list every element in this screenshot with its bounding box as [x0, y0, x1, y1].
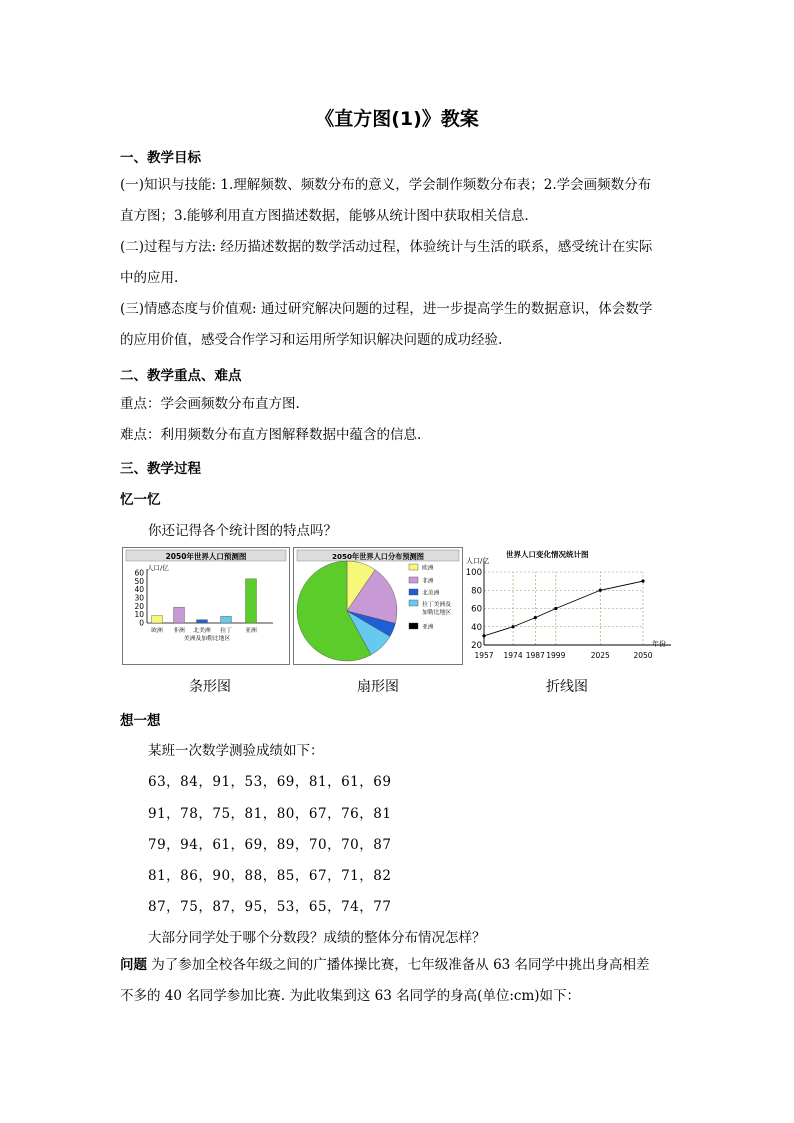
bar-x-tick-label-extra: 美洲及加勒比地区 [183, 636, 231, 642]
line-x-tick-label: 1957 [474, 651, 494, 660]
line-y-tick-label: 20 [471, 641, 482, 651]
line-x-tick-label: 2050 [633, 651, 653, 660]
pie-legend-swatch [409, 600, 418, 606]
score-row-1: 63，84，91，53，69，81，61，69 [148, 774, 392, 790]
difficult-point: 难点：利用频数分布直方图解释数据中蕴含的信息. [120, 427, 422, 443]
pie-chart-title: 2050年世界人口分布预测图 [332, 552, 424, 561]
bar-chart-title: 2050年世界人口预测图 [165, 552, 247, 561]
objective-attitude-line2: 的应用价值，感受合作学习和运用所学知识解决问题的成功经验. [120, 332, 503, 348]
score-row-4: 81，86，90，88，85，67，71，82 [148, 868, 392, 884]
line-point [511, 625, 514, 628]
line-x-tick-label: 1999 [546, 651, 566, 660]
bar-x-tick-label: 亚洲 [245, 628, 257, 634]
problem-line2: 不多的 40 名同学参加比赛. 为此收集到这 63 名同学的身高(单位:cm)如下： [120, 988, 581, 1004]
bar-y-tick-label: 30 [134, 593, 144, 603]
score-row-2: 91，78，75，81，80，67，76，81 [148, 806, 392, 822]
line-y-tick-label: 40 [471, 622, 482, 633]
key-point: 重点：学会画频数分布直方图. [120, 396, 300, 412]
section-keypoints-heading: 二、教学重点、难点 [120, 368, 242, 384]
pie-legend-swatch [409, 589, 418, 595]
line-chart [466, 547, 678, 667]
think-question: 大部分同学处于哪个分数段？成绩的整体分布情况怎样？ [148, 930, 486, 946]
line-point [554, 607, 557, 610]
bar-y-tick-label: 40 [134, 585, 144, 595]
pie-legend-swatch [409, 564, 418, 570]
think-intro: 某班一次数学测验成绩如下： [148, 743, 324, 759]
bar [197, 620, 208, 623]
score-row-3: 79，94，61，69，89，70，70，87 [148, 837, 392, 853]
line-y-tick-label: 100 [466, 568, 482, 578]
line-series [484, 581, 643, 636]
pie-legend-label: 加勒比地区 [422, 610, 451, 616]
section-process-heading: 三、教学过程 [120, 461, 201, 477]
line-point [641, 580, 644, 583]
line-point [534, 616, 537, 619]
pie-legend-swatch [409, 623, 418, 629]
problem-line1: 为了参加全校各年级之间的广播体操比赛，七年级准备从 63 名同学中挑出身高相差 [147, 957, 650, 973]
objective-attitude [120, 294, 680, 356]
pie-legend-label: 亚洲 [422, 624, 434, 631]
pie-chart [294, 548, 462, 664]
line-y-label: 人口/亿 [466, 557, 490, 565]
pie-legend-label: 拉丁美洲及 [422, 602, 451, 608]
bar-chart-panel [122, 547, 290, 665]
bar-x-tick-label: 北美洲 [193, 628, 211, 634]
pie-legend-label: 欧洲 [422, 565, 434, 572]
recall-question: 你还记得各个统计图的特点吗？ [148, 523, 337, 539]
bar-y-tick-label: 10 [134, 610, 144, 620]
line-y-tick-label: 60 [471, 604, 482, 615]
bar-y-tick-label: 60 [134, 568, 144, 578]
line-point [599, 589, 602, 592]
objective-knowledge-line1: (一)知识与技能: 1.理解频数、频数分布的意义，学会制作频数分布表；2.学会画频数分布 [120, 177, 652, 193]
problem-label: 问题 [120, 957, 147, 973]
line-chart-title: 世界人口变化情况统计图 [506, 550, 589, 559]
bar-x-tick-label: 欧洲 [151, 628, 163, 634]
bar-x-tick-label: 拉丁 [220, 628, 232, 634]
pie-legend-label: 非洲 [422, 578, 434, 585]
line-x-tick-label: 1974 [503, 651, 523, 660]
bar-y-tick-label: 50 [134, 576, 144, 586]
objective-process-line1: (二)过程与方法: 经历描述数据的数学活动过程，体验统计与生活的联系，感受统计在实际 [120, 239, 653, 255]
objective-knowledge [120, 170, 680, 232]
line-chart-panel [466, 547, 678, 667]
objective-attitude-line1: (三)情感态度与价值观: 通过研究解决问题的过程，进一步提高学生的数据意识，体会数学 [120, 301, 653, 317]
bar-y-tick-label: 20 [134, 601, 144, 611]
recall-heading: 忆一忆 [120, 492, 161, 508]
line-x-tick-label: 2025 [590, 651, 610, 660]
line-y-tick-label: 80 [471, 586, 482, 597]
bar-y-tick-label: 0 [139, 618, 144, 628]
bar [152, 616, 163, 624]
think-heading: 想一想 [120, 713, 161, 729]
objective-process-line2: 中的应用. [120, 270, 179, 286]
objective-process [120, 232, 680, 294]
line-x-tick-label: 1987 [525, 651, 545, 660]
caption-bar: 条形图 [189, 679, 231, 695]
problem-paragraph [120, 950, 680, 1012]
score-row-5: 87，75，87，95，53，65，74，77 [148, 899, 392, 915]
pie-legend-swatch [409, 577, 418, 583]
line-x-label: 年份 [652, 640, 666, 648]
pie-legend-label: 北美洲 [422, 590, 440, 597]
caption-pie: 扇形图 [357, 679, 399, 695]
bar [221, 616, 232, 623]
bar [246, 579, 257, 623]
pie-chart-panel [293, 547, 463, 665]
bar [174, 607, 185, 623]
line-point [482, 634, 485, 637]
objective-knowledge-line2: 直方图；3.能够利用直方图描述数据，能够从统计图中获取相关信息. [120, 208, 529, 224]
page-title: 《直方图(1)》教案 [315, 108, 479, 130]
bar-x-tick-label: 非洲 [173, 628, 185, 634]
bar-y-label: 人口/亿 [147, 564, 169, 572]
bar-chart [123, 548, 289, 664]
section-objectives-heading: 一、教学目标 [120, 150, 201, 166]
caption-line: 折线图 [546, 679, 588, 695]
